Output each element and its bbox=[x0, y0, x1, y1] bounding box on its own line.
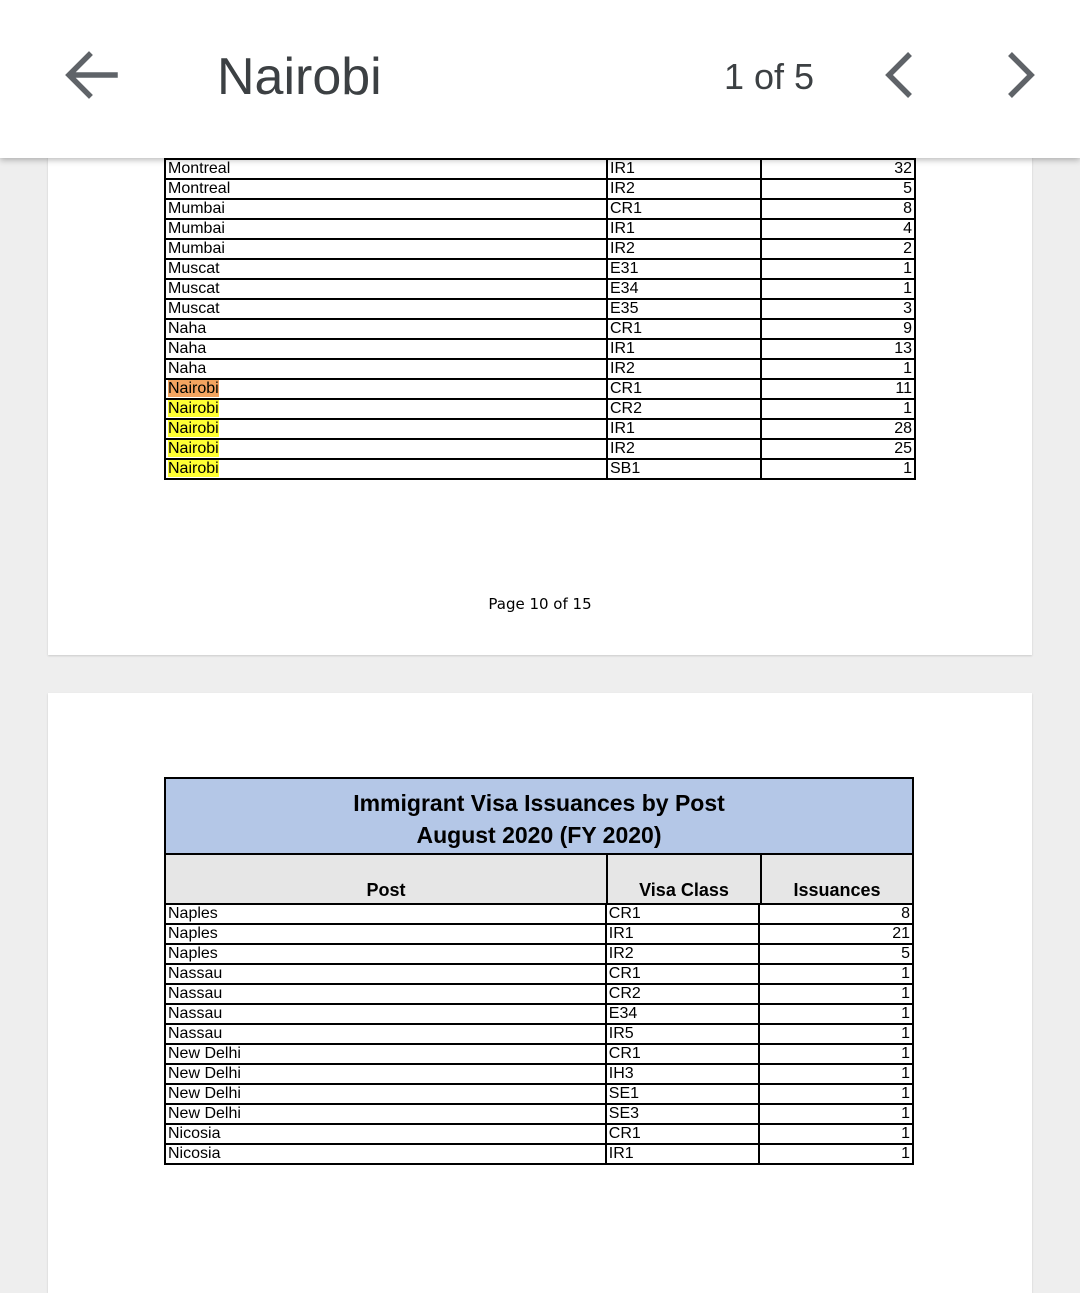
search-match-highlight: Nairobi bbox=[168, 420, 219, 437]
issuances-cell bbox=[759, 1004, 913, 1024]
issuances-cell-text: 21 bbox=[892, 925, 910, 942]
post-cell bbox=[165, 1084, 606, 1104]
visa-class-cell-text: IR1 bbox=[608, 925, 634, 942]
post-cell-text: Naples bbox=[168, 945, 218, 962]
table-row bbox=[165, 259, 915, 279]
post-cell-text: New Delhi bbox=[168, 1045, 241, 1062]
issuances-cell bbox=[761, 279, 915, 299]
visa-class-cell-text: CR1 bbox=[608, 1125, 641, 1142]
visa-class-cell-text: E34 bbox=[610, 280, 639, 297]
visa-class-cell bbox=[606, 964, 760, 984]
issuances-cell bbox=[759, 1044, 913, 1064]
document-viewer[interactable] bbox=[0, 158, 1080, 1192]
post-cell bbox=[165, 1044, 606, 1064]
visa-class-cell bbox=[607, 419, 761, 439]
post-cell bbox=[165, 944, 606, 964]
issuances-cell-text: 25 bbox=[894, 440, 912, 457]
post-cell bbox=[165, 419, 607, 439]
issuances-cell-text: 1 bbox=[901, 1125, 910, 1142]
post-cell bbox=[165, 159, 607, 179]
visa-class-cell bbox=[607, 439, 761, 459]
visa-class-cell-text: E31 bbox=[610, 260, 639, 277]
issuances-cell-text: 4 bbox=[903, 220, 912, 237]
table-row bbox=[165, 1084, 913, 1104]
visa-class-cell bbox=[606, 1044, 760, 1064]
visa-class-cell-text: CR2 bbox=[608, 985, 641, 1002]
column-header-visa-class: Visa Class bbox=[608, 855, 762, 903]
visa-class-cell-text: IR1 bbox=[610, 420, 635, 437]
table-row bbox=[165, 159, 915, 179]
visa-class-cell bbox=[607, 219, 761, 239]
post-cell bbox=[165, 259, 607, 279]
post-cell bbox=[165, 199, 607, 219]
match-count: 1 of 5 bbox=[724, 56, 815, 97]
post-cell bbox=[165, 179, 607, 199]
visa-class-cell bbox=[607, 299, 761, 319]
issuances-cell bbox=[759, 1104, 913, 1124]
table-row bbox=[165, 1064, 913, 1084]
issuances-cell bbox=[761, 379, 915, 399]
visa-class-cell bbox=[607, 239, 761, 259]
issuances-cell bbox=[761, 439, 915, 459]
issuances-cell-text: 32 bbox=[894, 160, 912, 177]
visa-class-cell-text: IR1 bbox=[610, 220, 635, 237]
report-title-line1: Immigrant Visa Issuances by Post bbox=[353, 790, 725, 816]
post-cell bbox=[165, 1004, 606, 1024]
post-cell-text: Naples bbox=[168, 905, 218, 922]
visa-class-cell bbox=[606, 1124, 760, 1144]
post-cell-text: Nassau bbox=[168, 965, 223, 982]
issuances-cell-text: 9 bbox=[903, 320, 912, 337]
search-match-highlight: Nairobi bbox=[168, 440, 219, 457]
post-cell-text: Naples bbox=[168, 925, 218, 942]
issuances-cell-text: 1 bbox=[901, 1045, 910, 1062]
visa-class-cell-text: E34 bbox=[608, 1005, 638, 1022]
table-row bbox=[165, 459, 915, 479]
issuance-table bbox=[164, 903, 914, 1165]
table-row bbox=[165, 924, 913, 944]
table-row bbox=[165, 1044, 913, 1064]
visa-class-cell-text: CR2 bbox=[610, 400, 643, 417]
issuances-cell-text: 1 bbox=[901, 985, 910, 1002]
visa-class-cell bbox=[607, 379, 761, 399]
issuances-cell bbox=[759, 1064, 913, 1084]
issuances-cell bbox=[759, 924, 913, 944]
visa-class-cell bbox=[606, 944, 760, 964]
issuances-cell bbox=[761, 339, 915, 359]
report-table bbox=[164, 777, 914, 1165]
post-cell-text: Nassau bbox=[168, 985, 223, 1002]
chevron-left-icon bbox=[866, 40, 936, 110]
issuances-cell bbox=[761, 459, 915, 479]
table-row bbox=[165, 319, 915, 339]
column-header-issuances: Issuances bbox=[793, 880, 881, 900]
table-row bbox=[165, 359, 915, 379]
post-cell-text: Muscat bbox=[168, 300, 220, 317]
visa-class-cell bbox=[607, 259, 761, 279]
issuances-cell bbox=[759, 1124, 913, 1144]
issuances-cell-text: 1 bbox=[903, 400, 912, 417]
visa-class-cell-text: E35 bbox=[610, 300, 639, 317]
visa-class-cell bbox=[606, 984, 760, 1004]
visa-class-cell bbox=[607, 359, 761, 379]
post-cell bbox=[165, 1124, 606, 1144]
issuances-cell bbox=[759, 1024, 913, 1044]
visa-class-cell-text: SE1 bbox=[608, 1085, 640, 1102]
visa-class-cell-text: IH3 bbox=[608, 1065, 634, 1082]
page-footer: Page 10 of 15 bbox=[488, 595, 592, 613]
table-row bbox=[165, 439, 915, 459]
visa-class-cell-text: SB1 bbox=[610, 460, 641, 477]
issuances-cell-text: 1 bbox=[901, 1085, 910, 1102]
table-row bbox=[165, 219, 915, 239]
issuances-cell-text: 5 bbox=[901, 945, 910, 962]
post-cell-text: Nassau bbox=[168, 1005, 223, 1022]
post-cell-text: Muscat bbox=[168, 260, 220, 277]
visa-class-cell-text: CR1 bbox=[610, 200, 643, 217]
visa-class-cell-text: IR1 bbox=[610, 160, 635, 177]
issuances-cell-text: 3 bbox=[903, 300, 912, 317]
post-cell bbox=[165, 379, 607, 399]
issuances-cell bbox=[761, 319, 915, 339]
table-row bbox=[165, 199, 915, 219]
visa-class-cell bbox=[607, 199, 761, 219]
issuances-cell bbox=[761, 239, 915, 259]
issuances-cell bbox=[761, 419, 915, 439]
visa-class-cell-text: CR1 bbox=[608, 905, 641, 922]
report-title bbox=[164, 777, 914, 855]
issuances-cell bbox=[759, 1144, 913, 1164]
post-cell bbox=[165, 279, 607, 299]
post-cell-text: Mumbai bbox=[168, 240, 225, 257]
post-cell-text: Naha bbox=[168, 320, 207, 337]
post-cell-text: Nicosia bbox=[168, 1125, 221, 1142]
table-row bbox=[165, 984, 913, 1004]
post-cell-text: New Delhi bbox=[168, 1085, 241, 1102]
next-match-button[interactable] bbox=[986, 40, 1056, 110]
table-row bbox=[165, 179, 915, 199]
post-cell-text: Muscat bbox=[168, 280, 220, 297]
post-cell bbox=[165, 984, 606, 1004]
table-row bbox=[165, 964, 913, 984]
visa-class-cell bbox=[606, 1064, 760, 1084]
table-row bbox=[165, 944, 913, 964]
back-arrow-icon bbox=[55, 40, 125, 110]
pdf-page-10 bbox=[48, 138, 1032, 655]
issuances-cell bbox=[761, 179, 915, 199]
search-match-highlight: Nairobi bbox=[168, 380, 219, 397]
visa-class-cell bbox=[606, 1024, 760, 1044]
issuances-cell-text: 1 bbox=[901, 1145, 910, 1162]
post-cell-text: Nassau bbox=[168, 1025, 223, 1042]
visa-class-cell-text: CR1 bbox=[608, 1045, 641, 1062]
find-toolbar bbox=[0, 0, 1080, 158]
visa-class-cell-text: IR2 bbox=[610, 180, 635, 197]
visa-class-cell-text: IR1 bbox=[610, 340, 635, 357]
post-cell bbox=[165, 459, 607, 479]
post-cell bbox=[165, 439, 607, 459]
search-match-highlight: Nairobi bbox=[168, 460, 219, 477]
issuances-cell-text: 8 bbox=[903, 200, 912, 217]
visa-class-cell-text: IR2 bbox=[610, 240, 635, 257]
visa-class-cell bbox=[607, 179, 761, 199]
issuances-cell bbox=[761, 399, 915, 419]
visa-class-cell-text: SE3 bbox=[608, 1105, 640, 1122]
search-match-highlight: Nairobi bbox=[168, 400, 219, 417]
visa-class-cell bbox=[607, 159, 761, 179]
issuances-cell bbox=[761, 359, 915, 379]
issuances-cell-text: 11 bbox=[895, 380, 912, 397]
issuances-cell bbox=[761, 259, 915, 279]
table-row bbox=[165, 1144, 913, 1164]
post-cell-text: Mumbai bbox=[168, 220, 225, 237]
table-row bbox=[165, 379, 915, 399]
issuances-cell bbox=[759, 964, 913, 984]
post-cell-text: Nicosia bbox=[168, 1145, 221, 1162]
post-cell-text: Naha bbox=[168, 340, 207, 357]
visa-class-cell-text: IR1 bbox=[608, 1145, 634, 1162]
visa-class-cell bbox=[606, 924, 760, 944]
issuances-cell-text: 1 bbox=[903, 280, 912, 297]
issuances-cell bbox=[761, 219, 915, 239]
post-cell bbox=[165, 924, 606, 944]
issuances-cell-text: 2 bbox=[903, 240, 912, 257]
post-cell-text: Naha bbox=[168, 360, 207, 377]
issuances-cell-text: 13 bbox=[894, 340, 912, 357]
visa-class-cell bbox=[606, 1104, 760, 1124]
visa-class-cell-text: CR1 bbox=[610, 380, 643, 397]
post-cell-text: Montreal bbox=[168, 160, 231, 177]
issuances-cell bbox=[761, 159, 915, 179]
visa-class-cell-text: CR1 bbox=[610, 320, 643, 337]
table-row bbox=[165, 339, 915, 359]
table-row bbox=[165, 1124, 913, 1144]
visa-class-cell bbox=[607, 339, 761, 359]
visa-class-cell bbox=[607, 319, 761, 339]
issuances-cell bbox=[761, 299, 915, 319]
post-cell bbox=[165, 319, 607, 339]
visa-class-cell bbox=[606, 1084, 760, 1104]
post-cell bbox=[165, 964, 606, 984]
post-cell bbox=[165, 1104, 606, 1124]
post-cell-text: Montreal bbox=[168, 180, 231, 197]
issuances-cell-text: 1 bbox=[901, 1105, 910, 1122]
table-row bbox=[165, 399, 915, 419]
pdf-page-11 bbox=[48, 693, 1032, 1293]
issuances-cell-text: 1 bbox=[903, 460, 912, 477]
issuances-cell-text: 1 bbox=[903, 360, 912, 377]
issuances-cell bbox=[759, 904, 913, 924]
issuances-cell-text: 1 bbox=[901, 965, 910, 982]
table-row bbox=[165, 419, 915, 439]
post-cell bbox=[165, 359, 607, 379]
table-row bbox=[165, 1104, 913, 1124]
post-cell bbox=[165, 1144, 606, 1164]
table-row bbox=[165, 904, 913, 924]
chevron-right-icon bbox=[986, 40, 1056, 110]
issuance-table-continued bbox=[164, 138, 916, 480]
table-row bbox=[165, 239, 915, 259]
post-cell-text: New Delhi bbox=[168, 1065, 241, 1082]
visa-class-cell-text: IR2 bbox=[610, 440, 635, 457]
post-cell bbox=[165, 904, 606, 924]
table-row bbox=[165, 299, 915, 319]
issuances-cell bbox=[759, 984, 913, 1004]
post-cell bbox=[165, 1024, 606, 1044]
visa-class-cell-text: IR2 bbox=[608, 945, 634, 962]
visa-class-cell-text: CR1 bbox=[608, 965, 641, 982]
post-cell-text: Mumbai bbox=[168, 200, 225, 217]
issuances-cell-text: 1 bbox=[901, 1025, 910, 1042]
column-header-row bbox=[164, 855, 914, 903]
column-header-post: Post bbox=[166, 855, 608, 903]
issuances-cell-text: 1 bbox=[901, 1065, 910, 1082]
visa-class-cell bbox=[607, 459, 761, 479]
post-cell bbox=[165, 239, 607, 259]
issuances-cell-text: 5 bbox=[903, 180, 912, 197]
post-cell bbox=[165, 299, 607, 319]
issuances-cell bbox=[759, 1084, 913, 1104]
visa-class-cell-text: IR5 bbox=[608, 1025, 634, 1042]
issuances-cell bbox=[761, 199, 915, 219]
post-cell-text: New Delhi bbox=[168, 1105, 241, 1122]
issuances-cell-text: 28 bbox=[894, 420, 912, 437]
visa-class-cell-text: IR2 bbox=[610, 360, 635, 377]
visa-class-cell bbox=[606, 1144, 760, 1164]
post-cell bbox=[165, 1064, 606, 1084]
visa-class-cell bbox=[607, 399, 761, 419]
visa-class-cell bbox=[607, 279, 761, 299]
post-cell bbox=[165, 399, 607, 419]
post-cell bbox=[165, 339, 607, 359]
report-title-line2: August 2020 (FY 2020) bbox=[416, 822, 662, 848]
post-cell bbox=[165, 219, 607, 239]
search-input[interactable]: Nairobi bbox=[217, 48, 382, 106]
back-button[interactable] bbox=[55, 40, 125, 110]
issuances-cell-text: 1 bbox=[901, 1005, 910, 1022]
visa-class-cell bbox=[606, 904, 760, 924]
table-row bbox=[165, 1004, 913, 1024]
table-row bbox=[165, 1024, 913, 1044]
visa-class-cell bbox=[606, 1004, 760, 1024]
issuances-cell-text: 1 bbox=[903, 260, 912, 277]
issuances-cell bbox=[759, 944, 913, 964]
table-row bbox=[165, 279, 915, 299]
issuances-cell-text: 8 bbox=[901, 905, 910, 922]
previous-match-button[interactable] bbox=[866, 40, 936, 110]
